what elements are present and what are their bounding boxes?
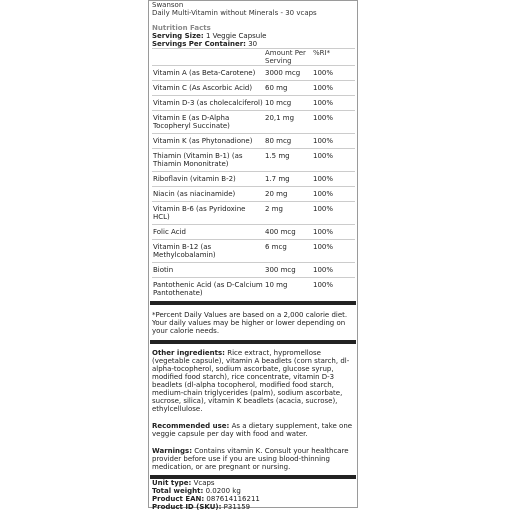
total-weight-value: 0.0200 kg xyxy=(205,487,241,495)
warnings-label: Warnings: xyxy=(152,447,192,455)
unit-type-label: Unit type: xyxy=(152,479,192,487)
nutrient-name: Vitamin B-6 (as Pyridoxine HCL) xyxy=(152,202,264,225)
nutrient-row xyxy=(152,172,355,187)
nutrient-name: Riboflavin (vitamin B-2) xyxy=(152,172,264,187)
nutrition-facts-title: Nutrition Facts xyxy=(152,24,211,32)
nutrient-ri: 100% xyxy=(312,202,355,225)
nutrient-row xyxy=(152,81,355,96)
nutrient-row xyxy=(152,187,355,202)
nutrient-amount: 60 mg xyxy=(264,81,312,96)
nutrient-amount: 1.7 mg xyxy=(264,172,312,187)
nutrient-amount: 10 mg xyxy=(264,278,312,301)
nutrient-ri: 100% xyxy=(312,149,355,172)
total-weight xyxy=(152,487,355,495)
nutrient-name: Biotin xyxy=(152,263,264,278)
nutrient-ri: 100% xyxy=(312,172,355,187)
nutrient-row xyxy=(152,149,355,172)
servings-value: 30 xyxy=(248,40,258,48)
nutrient-name: Folic Acid xyxy=(152,225,264,240)
nutrient-row xyxy=(152,225,355,240)
servings-per-container xyxy=(152,40,355,48)
product-ean-label: Product EAN: xyxy=(152,495,205,503)
col-nutrient xyxy=(152,49,264,66)
brand-name: Swanson xyxy=(152,1,184,9)
nutrient-amount: 6 mcg xyxy=(264,240,312,263)
nutrient-amount: 10 mcg xyxy=(264,96,312,111)
product-sku-value: P31159 xyxy=(223,503,251,511)
warnings-text: Contains vitamin K. Consult your healthcare provider before use if you are using blood-thinning medication, or are pregnant or nursing. xyxy=(152,447,349,471)
unit-type xyxy=(152,479,355,487)
nutrient-amount: 20 mg xyxy=(264,187,312,202)
nutrient-row xyxy=(152,278,355,301)
nutrition-rows xyxy=(152,66,355,301)
nutrient-name: Vitamin B-12 (as Methylcobalamin) xyxy=(152,240,264,263)
product-ean xyxy=(152,495,355,503)
nutrition-table xyxy=(152,49,355,300)
nutrient-row xyxy=(152,96,355,111)
recommended-use xyxy=(152,422,355,438)
nutrient-name: Vitamin D-3 (as cholecalciferol) xyxy=(152,96,264,111)
nutrient-ri: 100% xyxy=(312,240,355,263)
nutrient-name: Pantothenic Acid (as D-Calcium Pantothenate) xyxy=(152,278,264,301)
other-ingredients-label: Other ingredients: xyxy=(152,349,225,357)
nutrient-row xyxy=(152,263,355,278)
serving-size-value: 1 Veggie Capsule xyxy=(205,32,267,40)
divider-thick xyxy=(150,340,356,344)
nutrient-amount: 300 mcg xyxy=(264,263,312,278)
nutrient-amount: 80 mcg xyxy=(264,134,312,149)
product-sku-label: Product ID (SKU): xyxy=(152,503,222,511)
nutrient-ri: 100% xyxy=(312,111,355,134)
col-amount: Amount Per Serving xyxy=(265,49,306,65)
nutrient-name: Thiamin (Vitamin B-1) (as Thiamin Mononitrate) xyxy=(152,149,264,172)
nutrition-table-header xyxy=(152,49,355,66)
serving-size xyxy=(152,32,355,40)
other-ingredients-text: Rice extract, hypromellose (vegetable capsule), vitamin A beadlets (corn starch, dl-alpha-tocopherol, sodium ascorbate, glucose syrup, modified food starch), rice concentrate, vitamin D-3 beadlets (dl-alpha tocopherol, modified food starch, medium-chain triglycerides (palm), sodium ascorbate, sucrose, silica), vitamin K beadlets (acacia, sucrose), ethylcellulose. xyxy=(152,349,350,413)
nutrient-row xyxy=(152,202,355,225)
nutrient-row xyxy=(152,66,355,81)
nutrient-amount: 3000 mcg xyxy=(264,66,312,81)
recommended-use-label: Recommended use: xyxy=(152,422,230,430)
warnings xyxy=(152,447,355,471)
nutrient-row xyxy=(152,134,355,149)
serving-size-label: Serving Size: xyxy=(152,32,204,40)
daily-values-footnote: *Percent Daily Values are based on a 2,000 calorie diet. Your daily values may be higher or lower depending on your calorie needs. xyxy=(152,311,348,335)
nutrient-row xyxy=(152,240,355,263)
col-ri: %RI* xyxy=(313,49,331,57)
nutrient-ri: 100% xyxy=(312,225,355,240)
nutrient-name: Vitamin E (as D-Alpha Tocopheryl Succinate) xyxy=(152,111,264,134)
nutrient-ri: 100% xyxy=(312,81,355,96)
product-ean-value: 087614116211 xyxy=(206,495,260,503)
nutrient-name: Vitamin A (as Beta-Carotene) xyxy=(152,66,264,81)
servings-label: Servings Per Container: xyxy=(152,40,246,48)
nutrient-amount: 20,1 mg xyxy=(264,111,312,134)
nutrient-name: Vitamin C (As Ascorbic Acid) xyxy=(152,81,264,96)
total-weight-label: Total weight: xyxy=(152,487,204,495)
product-name: Daily Multi-Vitamin without Minerals - 30 vcaps xyxy=(152,9,317,17)
other-ingredients xyxy=(152,349,355,413)
nutrient-ri: 100% xyxy=(312,187,355,202)
nutrient-ri: 100% xyxy=(312,66,355,81)
recommended-use-text: As a dietary supplement, take one veggie capsule per day with food and water. xyxy=(152,422,353,438)
nutrient-name: Niacin (as niacinamide) xyxy=(152,187,264,202)
nutrient-row xyxy=(152,111,355,134)
nutrient-name: Vitamin K (as Phytonadione) xyxy=(152,134,264,149)
unit-type-value: Vcaps xyxy=(193,479,215,487)
nutrient-ri: 100% xyxy=(312,278,355,301)
nutrient-amount: 2 mg xyxy=(264,202,312,225)
nutrient-ri: 100% xyxy=(312,263,355,278)
nutrient-amount: 400 mcg xyxy=(264,225,312,240)
nutrient-amount: 1.5 mg xyxy=(264,149,312,172)
nutrient-ri: 100% xyxy=(312,96,355,111)
supplement-label xyxy=(148,0,358,511)
nutrient-ri: 100% xyxy=(312,134,355,149)
